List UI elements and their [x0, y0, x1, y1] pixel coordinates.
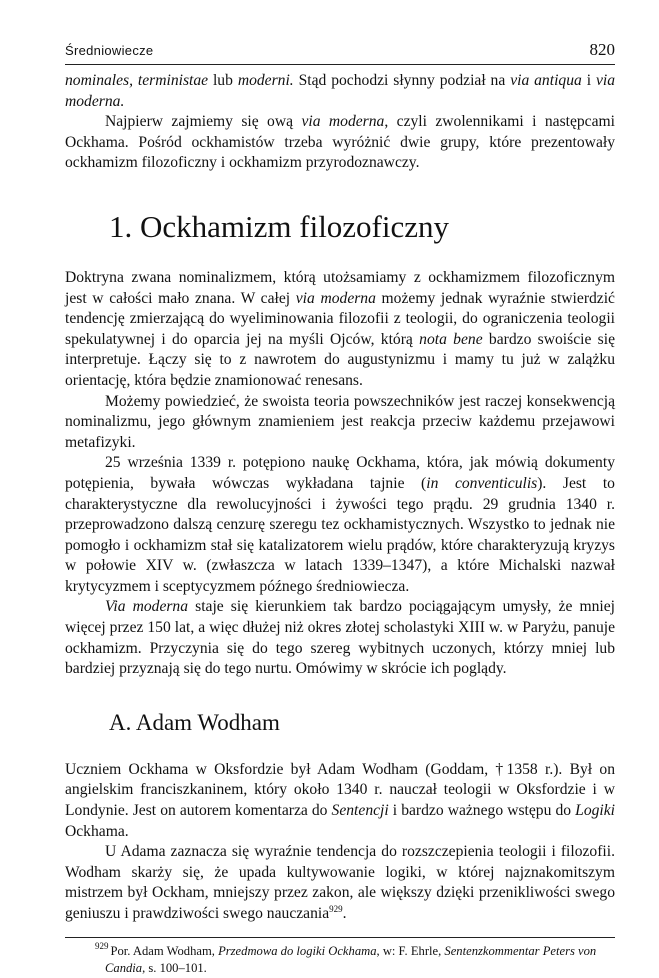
- running-head: [65, 40, 615, 65]
- chapter-paragraph-2: Możemy powiedzieć, że swoista teoria powszechników jest raczej konsekwencją nominalizmu, jego głównym znamieniem jest reakcja przeciw każdemu przejawowi metafizyki.: [65, 392, 615, 451]
- body-text: Doktryna zwana nominalizmem, którą utożsamiamy z ockhamizmem filozoficznym jest w całości mało znana. W całej: [65, 268, 615, 307]
- body-text: i bardzo ważnego wstępu do: [388, 802, 576, 820]
- intro-italic-via-antiqua: via antiqua: [510, 72, 582, 89]
- body-text: Ockhama.: [65, 822, 129, 840]
- footnote-reference[interactable]: 929: [329, 903, 343, 914]
- body-text: Uczniem Ockhama w Oksfordzie był Adam Wodham (Goddam, †1358 r.). Był on angielskim franciszkaninem, który około 1340 r. nauczał teologii w Oksfordzie i w Londynie. Jest on autorem komentarza do: [65, 760, 615, 820]
- section-paragraph-2: [65, 842, 615, 924]
- footnote-text: , w: F. Ehrle,: [376, 943, 445, 958]
- intro-italic-via-moderna: via moderna.: [65, 72, 615, 110]
- footnote-number: 929: [95, 941, 109, 952]
- italic-in-conventiculis: in conventiculis: [426, 474, 538, 492]
- intro-text: lub: [208, 72, 238, 89]
- chapter-paragraph-3: [65, 453, 615, 597]
- intro-paragraph-2: [65, 112, 615, 174]
- intro-italic-terms: nominales, terministae: [65, 72, 209, 89]
- body-text: U Adama zaznacza się wyraźnie tendencja do rozszczepienia teologii i filozofii. Wodham skarży się, że upada kultywowanie logiki, w której najznakomitszym mistrzem był Ockham, mniejszy przez zakon, ale większy dzięki przenikliwości swego geniuszu i prawdziwości swego nauczania: [65, 843, 615, 922]
- footnote: [65, 943, 615, 977]
- intro-italic-via-moderna: via moderna: [301, 113, 385, 131]
- intro-text: Stąd pochodzi słynny podział na: [293, 72, 511, 89]
- italic-via-moderna: via moderna: [295, 289, 376, 307]
- body-text: .: [342, 905, 347, 922]
- intro-text: , czyli zwolennikami i następcami Ockhama. Pośród ockhamistów trzeba wyróżnić dwie grupy, które prezentowały ockhamizm filozoficzny i ockhamizm przyrodoznawczy.: [65, 113, 615, 172]
- body-text: staje się kierunkiem tak bardzo pociągającym umysły, że mniej więcej przez 150 lat, a więc dłużej niż okres złotej scholastyki XIII w. w Paryżu, panuje ockhamizm. Przyczynia się do tego szereg wybitnych uczonych, którzy mniej lub bardziej przyznają się do tego nurtu. Omówimy w skrócie ich poglądy.: [65, 598, 615, 678]
- italic-logiki: Logiki: [575, 802, 615, 820]
- italic-via-moderna: Via moderna: [105, 598, 189, 616]
- chapter-title: 1. Ockhamizm filozoficzny: [109, 208, 450, 244]
- book-page: [65, 40, 615, 977]
- intro-text: i: [581, 72, 596, 89]
- italic-nota-bene: nota bene: [419, 330, 483, 348]
- footnote-text: , s. 100–101.: [142, 960, 207, 975]
- footnote-text: Por. Adam Wodham,: [110, 943, 219, 958]
- body-text: bardzo swoiście się interpretuje. Łączy się to z nawrotem do augustynizmu i mamy tu już w zalążku orientację, która będzie znamionować renesans.: [65, 330, 616, 389]
- intro-italic-moderni: moderni.: [237, 72, 294, 89]
- intro-paragraph-1: [65, 71, 615, 112]
- body-text: ). Jest to charakterystyczne dla rewolucyjności i żywości tego prądu. 29 grudnia 1340 r. przeprowadzono dalszą cenzurę szeregu tez ockhamistycznych. Wszystko to jednak nie pomogło i ockhamizm stał się katalizatorem wielu prądów, które charakteryzują kryzys w połowie XIV w. (zwłaszcza w latach 1339–1347), a które Michalski nazwał krytycyzmem i sceptycyzmem późnego średniowiecza.: [65, 474, 615, 595]
- intro-text: Najpierw zajmiemy się ową: [105, 113, 302, 131]
- footnote-italic-title: Przedmowa do logiki Ockhama: [218, 943, 377, 958]
- chapter-paragraph-4: [65, 597, 615, 679]
- section-title: A. Adam Wodham: [109, 709, 280, 735]
- footnote-italic-source: Sentenzkommentar Peters von Candia: [105, 943, 597, 975]
- chapter-paragraph-1: [65, 268, 615, 392]
- italic-sentencji: Sentencji: [331, 802, 389, 820]
- section-paragraph-1: [65, 760, 615, 842]
- body-text: możemy jednak wyraźnie stwierdzić tendencję zmierzającą do wyeliminowania filozofii z teologii, do ograniczenia teologii spekulatywnej i do oparcia jej na myśli Ojców, którą: [65, 289, 615, 348]
- page-number: 820: [589, 40, 615, 59]
- running-title: Średniowiecze: [65, 43, 154, 58]
- body-text: 25 września 1339 r. potępiono naukę Ockhama, która, jak mówią dokumenty potępienia, bywała wówczas wykładana tajnie (: [65, 454, 615, 492]
